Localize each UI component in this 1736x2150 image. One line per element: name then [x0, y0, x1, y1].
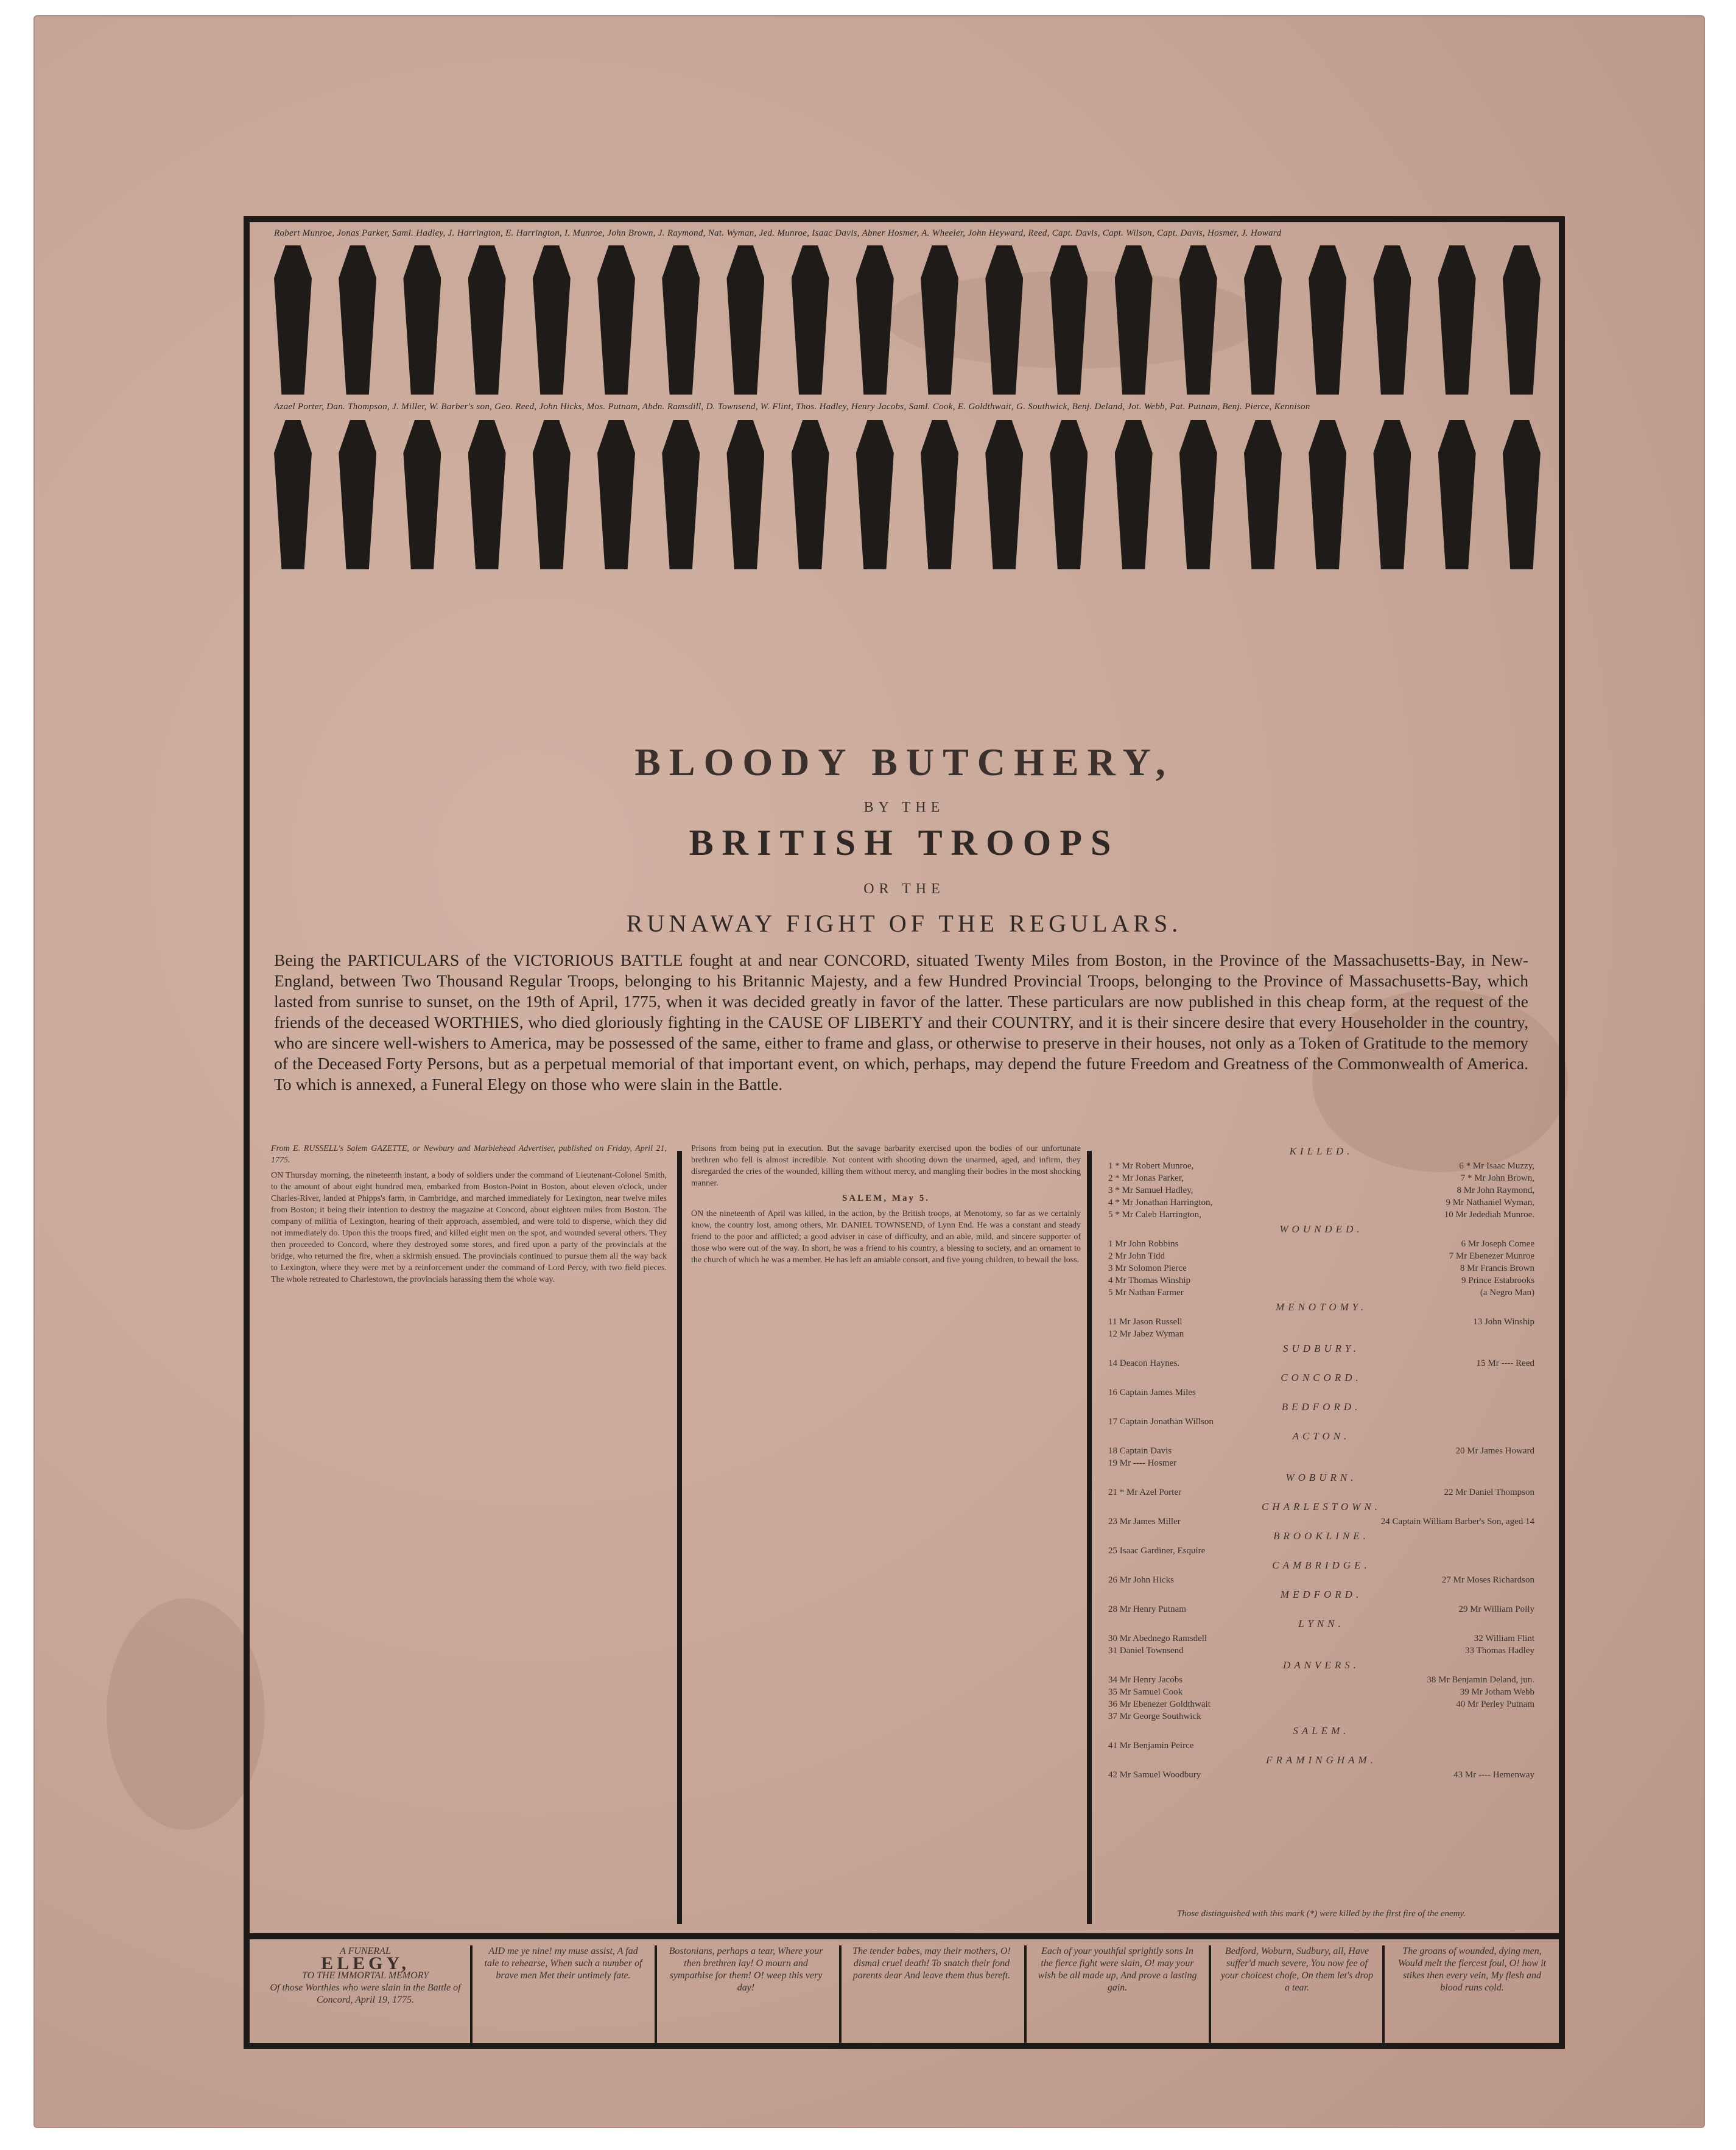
- coffin-names-bottom: Azael Porter, Dan. Thompson, J. Miller, W. Barber's son, Geo. Reed, John Hicks, Mos. Putnam, Abdn. Ramsdill, D. Townsend, W. Flint, Thos. Hadley, Henry Jacobs, Saml. Cook, E. Goldthwait, G. Southwick, Benj. Deland, Jot. Webb, Pat. Putnam, Benj. Pierce, Kennison: [274, 402, 1310, 412]
- casualty-name: 26 Mr John Hicks: [1108, 1575, 1174, 1585]
- elegy-title-a: A FUNERAL: [340, 1946, 391, 1956]
- casualty-name: 3 * Mr Samuel Hadley,: [1108, 1186, 1193, 1195]
- casualty-row: [1096, 1386, 1547, 1399]
- coffin-icon: [726, 245, 764, 395]
- elegy-stanza-4: Each of your youthful sprightly sons In the fierce fight were slain, O! may your wish be all made up, And prove a lasting gain.: [1038, 1946, 1197, 1993]
- casualty-name: 14 Deacon Haynes.: [1108, 1358, 1180, 1368]
- casualty-name: 3 Mr Solomon Pierce: [1108, 1263, 1187, 1273]
- casualty-row: [1096, 1632, 1547, 1645]
- coffin-icon: [597, 245, 635, 395]
- casualty-row: [1096, 1486, 1547, 1498]
- casualty-name: 8 Mr Francis Brown: [1460, 1263, 1534, 1273]
- coffin-row-top: [274, 245, 1541, 395]
- casualty-row: [1096, 1674, 1547, 1686]
- elegy-column-rule: [839, 1945, 842, 2046]
- coffin-icon: [274, 245, 312, 395]
- casualty-name: 19 Mr ---- Hosmer: [1108, 1458, 1177, 1468]
- coffin-icon: [339, 245, 376, 395]
- town-heading: BROOKLINE.: [1273, 1530, 1369, 1542]
- elegy-title: ELEGY,: [321, 1953, 410, 1973]
- casualty-row: [1096, 1740, 1547, 1752]
- casualty-name: 38 Mr Benjamin Deland, jun.: [1427, 1675, 1534, 1685]
- coffin-icon: [468, 245, 506, 395]
- coffin-icon: [1244, 420, 1282, 569]
- casualty-row: [1096, 1196, 1547, 1209]
- elegy-stanza-2: Bostonians, perhaps a tear, Where your then brethren lay! O mourn and sympathise for them! O! weep this very day!: [669, 1946, 823, 1993]
- column-rule: [1087, 1151, 1092, 1924]
- casualty-name: (a Negro Man): [1480, 1288, 1534, 1298]
- casualty-name: 32 William Flint: [1474, 1634, 1534, 1643]
- coffin-icon: [1244, 245, 1282, 395]
- town-heading: FRAMINGHAM.: [1266, 1754, 1377, 1766]
- column-text: Prisons from being put in execution. But the savage barbarity exercised upon the bodies of our unfortunate brethren who fell is almost incredible. Not content with shooting down the unarmed, aged, and infirm, they disregarded the cries of the wounded, killing them without mercy, and mangling their bodies in the most shocking manner.: [691, 1144, 1081, 1188]
- elegy-column-rule: [1382, 1945, 1385, 2046]
- column-salem-gazette: [271, 1143, 667, 1934]
- casualty-row: [1096, 1445, 1547, 1457]
- casualty-row: [1096, 1274, 1547, 1287]
- coffin-icon: [339, 420, 376, 569]
- casualty-name: 29 Mr William Polly: [1458, 1604, 1534, 1614]
- title-bloody-butchery: BLOODY BUTCHERY,: [634, 740, 1174, 784]
- casualty-name: 7 * Mr John Brown,: [1460, 1173, 1534, 1183]
- elegy-column-rule: [470, 1945, 473, 2046]
- coffin-icon: [403, 245, 441, 395]
- casualty-name: 7 Mr Ebenezer Munroe: [1449, 1251, 1534, 1261]
- coffin-row-bottom: [274, 420, 1541, 569]
- casualty-name: 24 Captain William Barber's Son, aged 14: [1380, 1517, 1534, 1526]
- casualty-name: 22 Mr Daniel Thompson: [1444, 1488, 1534, 1497]
- killed-list-note: Those distinguished with this mark (*) were killed by the first fire of the enemy.: [1176, 1909, 1466, 1919]
- casualty-row: [1096, 1287, 1547, 1299]
- coffin-icon: [1503, 420, 1541, 569]
- coffin-icon: [1179, 420, 1217, 569]
- casualty-name: 23 Mr James Miller: [1108, 1517, 1181, 1526]
- casualty-name: 13 John Winship: [1473, 1317, 1534, 1327]
- town-heading: CHARLESTOWN.: [1262, 1501, 1381, 1512]
- coffin-icon: [1115, 420, 1153, 569]
- casualty-name: 27 Mr Moses Richardson: [1441, 1575, 1534, 1585]
- coffin-icon: [403, 420, 441, 569]
- town-heading: WOUNDED.: [1279, 1223, 1363, 1235]
- casualty-name: 1 * Mr Robert Munroe,: [1108, 1161, 1194, 1171]
- title-by-the: BY THE: [863, 799, 945, 815]
- casualty-name: 6 * Mr Isaac Muzzy,: [1459, 1161, 1534, 1171]
- casualty-name: 18 Captain Davis: [1108, 1446, 1172, 1456]
- casualty-name: 21 * Mr Azel Porter: [1108, 1488, 1181, 1497]
- coffin-icon: [1503, 245, 1541, 395]
- casualty-name: 2 * Mr Jonas Parker,: [1108, 1173, 1184, 1183]
- town-heading: SUDBURY.: [1283, 1343, 1360, 1354]
- casualty-row: [1096, 1209, 1547, 1221]
- elegy-subtitle: Of those Worthies who were slain in the Battle of Concord, April 19, 1775.: [270, 1983, 461, 2005]
- casualty-name: 37 Mr George Southwick: [1108, 1712, 1201, 1721]
- casualty-name: 8 Mr John Raymond,: [1457, 1186, 1534, 1195]
- coffin-icon: [985, 420, 1023, 569]
- town-heading: CONCORD.: [1281, 1372, 1362, 1383]
- column-salem-news: [691, 1143, 1081, 1934]
- coffin-icon: [468, 420, 506, 569]
- casualty-row: [1096, 1698, 1547, 1710]
- coffin-icon: [662, 245, 700, 395]
- casualty-row: [1096, 1574, 1547, 1586]
- casualty-name: 16 Captain James Miles: [1108, 1388, 1196, 1397]
- elegy-stanza-6: The groans of wounded, dying men, Would melt the fiercest foul, O! how it stikes then every vein, My flesh and blood runs cold.: [1397, 1946, 1547, 1993]
- town-heading: ACTON.: [1292, 1430, 1351, 1442]
- casualty-name: 6 Mr Joseph Comee: [1461, 1239, 1534, 1249]
- elegy-divider: [250, 1933, 1559, 1939]
- casualty-name: 34 Mr Henry Jacobs: [1108, 1675, 1183, 1685]
- column-source: From E. RUSSELL's Salem GAZETTE, or Newbury and Marblehead Advertiser, published on Friday, April 21, 1775.: [271, 1144, 667, 1165]
- casualty-name: 39 Mr Jotham Webb: [1460, 1687, 1534, 1697]
- casualty-name: 4 Mr Thomas Winship: [1108, 1276, 1191, 1285]
- casualty-row: [1096, 1316, 1547, 1328]
- casualty-name: 1 Mr John Robbins: [1108, 1239, 1179, 1249]
- coffin-icon: [1115, 245, 1153, 395]
- casualty-name: 5 Mr Nathan Farmer: [1108, 1288, 1184, 1298]
- coffin-icon: [856, 245, 894, 395]
- coffin-icon: [1050, 245, 1088, 395]
- town-heading: MENOTOMY.: [1276, 1301, 1367, 1313]
- town-heading: LYNN.: [1298, 1618, 1344, 1629]
- casualty-name: 5 * Mr Caleb Harrington,: [1108, 1210, 1201, 1220]
- salem-text: ON the nineteenth of April was killed, in the action, by the British troops, at Menotomy, so far as we certainly know, the country lost, among others, Mr. DANIEL TOWNSEND, of Lynn End. He was a constant and steady friend to the poor and afflicted; a good adviser in case of difficulty, and an able, mild, and sincere supporter of those who were out of the way. In short, he was a friend to his country, a blessing to society, and an ornament to the church of which he was a member. He has left an amiable consort, and five young children, to bewail the loss.: [691, 1209, 1081, 1265]
- coffin-icon: [533, 245, 571, 395]
- casualty-name: 36 Mr Ebenezer Goldthwait: [1108, 1699, 1211, 1709]
- casualty-name: 41 Mr Benjamin Peirce: [1108, 1741, 1194, 1751]
- coffin-icon: [662, 420, 700, 569]
- coffin-icon: [597, 420, 635, 569]
- elegy-stanza-1: AID me ye nine! my muse assist, A fad tale to rehearse, When such a number of brave men Met their untimely fate.: [484, 1946, 642, 1981]
- casualty-name: 40 Mr Perley Putnam: [1456, 1699, 1534, 1709]
- casualty-name: 2 Mr John Tidd: [1108, 1251, 1165, 1261]
- casualty-row: [1096, 1328, 1547, 1340]
- coffin-icon: [1309, 420, 1346, 569]
- town-heading: DANVERS.: [1283, 1659, 1360, 1671]
- coffin-icon: [533, 420, 571, 569]
- coffin-icon: [1438, 420, 1476, 569]
- casualty-row: [1096, 1160, 1547, 1172]
- intro-paragraph: Being the PARTICULARS of the VICTORIOUS BATTLE fought at and near CONCORD, situated Twenty Miles from Boston, in the Province of the Massachusetts-Bay, in New-England, between Two Thousand Regular Troops, belonging to his Britannic Majesty, and a few Hundred Provincial Troops, belonging to the Province of Massachusetts-Bay, which lasted from sunrise to sunset, on the 19th of April, 1775, when it was decided greatly in favor of the latter. These particulars are now published in this cheap form, at the request of the friends of the deceased WORTHIES, who died gloriously fighting in the CAUSE OF LIBERTY and their COUNTRY, and it is their sincere desire that every Householder in the country, who are sincere well-wishers to America, may be possessed of the same, either to frame and glass, or otherwise to preserve in their houses, not only as a Token of Gratitude to the memory of the Deceased Forty Persons, but as a perpetual memorial of that important event, on which, perhaps, may depend the future Freedom and Greatness of the Commonwealth of America. To which is annexed, a Funeral Elegy on those who were slain in the Battle.: [274, 950, 1528, 1094]
- casualty-row: [1096, 1710, 1547, 1723]
- casualty-name: 12 Mr Jabez Wyman: [1108, 1329, 1184, 1339]
- coffin-icon: [1179, 245, 1217, 395]
- title-or-the: OR THE: [863, 881, 945, 897]
- casualty-name: 4 * Mr Jonathan Harrington,: [1108, 1198, 1213, 1207]
- casualty-row: [1096, 1250, 1547, 1262]
- coffin-icon: [1309, 245, 1346, 395]
- casualty-row: [1096, 1357, 1547, 1369]
- casualty-row: [1096, 1172, 1547, 1184]
- casualty-row: [1096, 1457, 1547, 1469]
- town-heading: MEDFORD.: [1280, 1589, 1363, 1600]
- town-heading: SALEM.: [1293, 1725, 1350, 1737]
- column-rule: [677, 1151, 682, 1924]
- casualty-name: 20 Mr James Howard: [1455, 1446, 1534, 1456]
- column-text: ON Thursday morning, the nineteenth instant, a body of soldiers under the command of Lieutenant-Colonel Smith, to the amount of about eight hundred men, embarked from Boston-Point in Boston, about eleven o'clock, under Charles-River, landed at Phipps's farm, in Cambridge, and marched immediately for Lexington, near twelve miles from Boston; it being their intention to destroy the magazine at Concord, about eighteen miles from Boston. The company of militia of Lexington, hearing of their approach, assembled, and were told to disperse, which they did not immediately do. Upon this the troops fired, and killed eight men on the spot, and wounded several others. They then proceeded to Concord, where they destroyed some stores, and fired upon a party of the provincials at the bridge, who returned the fire, when a skirmish ensued. The provincials continued to pursue them all the way back to Lexington, where they were met by a reinforcement under the command of Lord Percy, with two field pieces. The whole retreated to Charlestown, the provincials harassing them the whole way.: [271, 1171, 667, 1284]
- casualty-name: 31 Daniel Townsend: [1108, 1646, 1184, 1656]
- elegy-column-rule: [655, 1945, 657, 2046]
- casualty-name: 15 Mr ---- Reed: [1476, 1358, 1534, 1368]
- coffin-names-top: Robert Munroe, Jonas Parker, Saml. Hadley, J. Harrington, E. Harrington, I. Munroe, John Brown, J. Raymond, Nat. Wyman, Jed. Munroe, Isaac Davis, Abner Hosmer, A. Wheeler, John Heyward, Reed, Capt. Davis, Capt. Wilson, Capt. Davis, Hosmer, J. Howard: [274, 228, 1282, 238]
- town-heading: KILLED.: [1289, 1145, 1354, 1157]
- coffin-icon: [1373, 245, 1411, 395]
- casualty-name: 35 Mr Samuel Cook: [1108, 1687, 1183, 1697]
- coffin-icon: [856, 420, 894, 569]
- broadside-frame: [244, 216, 1565, 2049]
- coffin-icon: [792, 245, 829, 395]
- casualty-row: [1096, 1603, 1547, 1615]
- casualty-name: 42 Mr Samuel Woodbury: [1108, 1770, 1201, 1780]
- casualty-name: 25 Isaac Gardiner, Esquire: [1108, 1546, 1206, 1556]
- casualty-row: [1096, 1686, 1547, 1698]
- elegy-column-rule: [1024, 1945, 1027, 2046]
- elegy-title-block: [268, 1945, 463, 2043]
- casualty-name: 33 Thomas Hadley: [1465, 1646, 1534, 1656]
- elegy-column-rule: [1209, 1945, 1211, 2046]
- coffin-icon: [985, 245, 1023, 395]
- coffin-icon: [726, 420, 764, 569]
- elegy-stanza-3: The tender babes, may their mothers, O! dismal cruel death! To snatch their fond parents dear And leave them thus bereft.: [852, 1946, 1011, 1981]
- casualty-name: 9 Mr Nathaniel Wyman,: [1446, 1198, 1534, 1207]
- casualty-name: 9 Prince Estabrooks: [1461, 1276, 1534, 1285]
- coffin-icon: [792, 420, 829, 569]
- town-heading: CAMBRIDGE.: [1272, 1559, 1371, 1571]
- coffin-icon: [1438, 245, 1476, 395]
- elegy-stanza-5: Bedford, Woburn, Sudbury, all, Have suffer'd much severe, You now fee of your choicest chofe, On them let's drop a tear.: [1220, 1946, 1374, 1993]
- casualty-name: 17 Captain Jonathan Willson: [1108, 1417, 1214, 1427]
- title-british-troops: BRITISH TROOPS: [689, 823, 1120, 863]
- casualty-name: 10 Mr Jedediah Munroe.: [1444, 1210, 1534, 1220]
- casualty-name: 11 Mr Jason Russell: [1108, 1317, 1183, 1327]
- coffin-icon: [274, 420, 312, 569]
- town-heading: BEDFORD.: [1281, 1401, 1362, 1413]
- coffin-icon: [921, 420, 958, 569]
- casualty-row: [1096, 1184, 1547, 1196]
- coffin-icon: [1373, 420, 1411, 569]
- casualty-row: [1096, 1645, 1547, 1657]
- title-runaway-fight: RUNAWAY FIGHT OF THE REGULARS.: [626, 910, 1183, 937]
- paper-stain: [107, 1598, 265, 1830]
- killed-wounded-list: [1096, 1143, 1547, 1904]
- casualty-row: [1096, 1545, 1547, 1557]
- casualty-name: 30 Mr Abednego Ramsdell: [1108, 1634, 1207, 1643]
- casualty-row: [1096, 1516, 1547, 1528]
- coffin-icon: [921, 245, 958, 395]
- casualty-row: [1096, 1769, 1547, 1781]
- casualty-row: [1096, 1262, 1547, 1274]
- town-heading: WOBURN.: [1285, 1472, 1357, 1483]
- salem-heading: SALEM, May 5.: [842, 1193, 930, 1203]
- casualty-row: [1096, 1238, 1547, 1250]
- casualty-name: 43 Mr ---- Hemenway: [1453, 1770, 1534, 1780]
- casualty-row: [1096, 1416, 1547, 1428]
- casualty-name: 28 Mr Henry Putnam: [1108, 1604, 1186, 1614]
- coffin-icon: [1050, 420, 1088, 569]
- elegy-title-memory: TO THE IMMORTAL MEMORY: [301, 1970, 429, 1981]
